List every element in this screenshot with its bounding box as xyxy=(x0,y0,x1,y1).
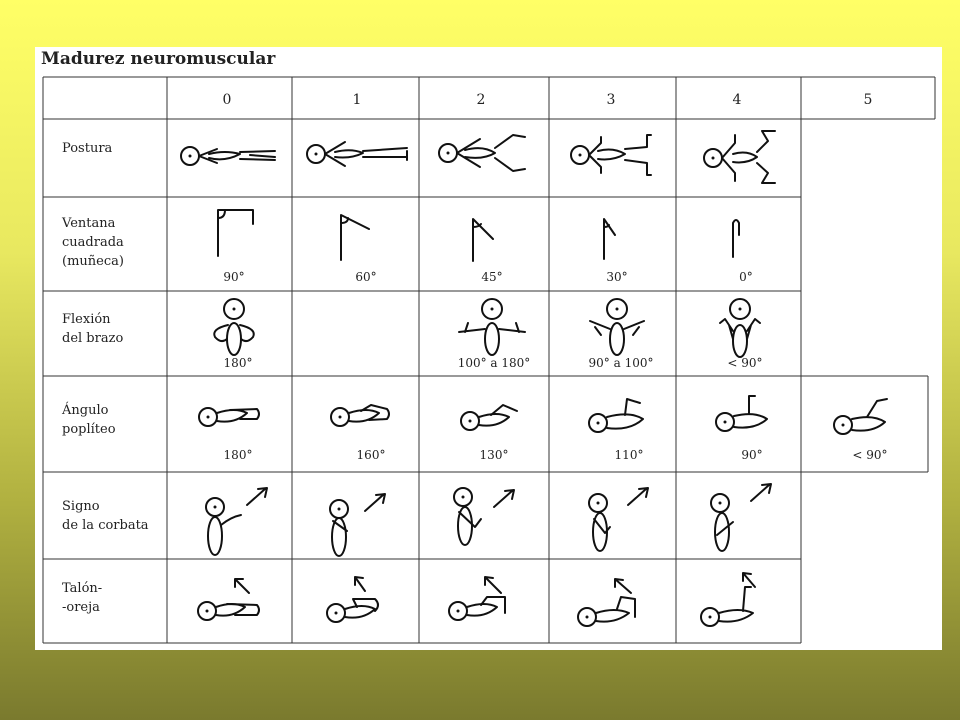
heel-to-ear-figure-3 xyxy=(578,579,635,626)
arm-flexion-figure-3 xyxy=(590,299,644,355)
square-window-figure-0 xyxy=(218,210,253,256)
neuromuscular-maturity-sheet xyxy=(35,47,942,650)
row-label-talon-1: Talón- xyxy=(62,581,103,596)
arm-flexion-angle-2: 100° a 180° xyxy=(457,356,531,370)
square-window-angle-4: 0° xyxy=(739,270,753,284)
row-label-ventana-2: cuadrada xyxy=(62,235,124,250)
row-label-signo-2: de la corbata xyxy=(62,518,149,533)
popliteal-angle-value-1: 160° xyxy=(356,448,386,462)
scarf-sign-figure-1 xyxy=(330,494,385,556)
row-label-flexion-1: Flexión xyxy=(62,312,111,327)
square-window-figure-4 xyxy=(733,220,739,257)
popliteal-angle-value-0: 180° xyxy=(223,448,253,462)
scarf-sign-figure-2 xyxy=(454,488,514,545)
maturity-table xyxy=(35,47,942,650)
popliteal-angle-figure-1 xyxy=(331,405,389,426)
arm-flexion-figure-0 xyxy=(214,299,254,355)
arm-flexion-angle-4: < 90° xyxy=(727,356,763,370)
heel-to-ear-figure-2 xyxy=(449,577,505,620)
square-window-figure-2 xyxy=(473,219,493,261)
posture-figure-0 xyxy=(181,147,275,165)
row-label-signo-1: Signo xyxy=(62,499,100,514)
popliteal-angle-value-5: < 90° xyxy=(852,448,888,462)
column-header-1: 1 xyxy=(352,92,362,108)
row-label-postura: Postura xyxy=(62,141,113,156)
scarf-sign-figure-3 xyxy=(589,488,648,551)
column-header-3: 3 xyxy=(606,92,616,108)
popliteal-angle-figure-2 xyxy=(461,405,517,430)
page-title: Madurez neuromuscular xyxy=(41,49,276,69)
posture-figure-3 xyxy=(571,135,651,175)
heel-to-ear-figure-0 xyxy=(198,579,259,620)
popliteal-angle-value-4: 90° xyxy=(741,448,763,462)
popliteal-angle-value-2: 130° xyxy=(479,448,509,462)
popliteal-angle-figure-0 xyxy=(199,408,259,426)
square-window-angle-3: 30° xyxy=(606,270,628,284)
heel-to-ear-figure-1 xyxy=(327,577,378,622)
column-header-0: 0 xyxy=(222,92,232,108)
posture-figure-1 xyxy=(307,142,407,166)
popliteal-angle-figure-5 xyxy=(834,399,887,434)
arm-flexion-angle-3: 90° a 100° xyxy=(588,356,654,370)
square-window-figure-3 xyxy=(604,219,615,259)
square-window-angle-1: 60° xyxy=(355,270,377,284)
column-header-2: 2 xyxy=(476,92,486,108)
column-header-4: 4 xyxy=(732,92,742,108)
heel-to-ear-figure-4 xyxy=(701,573,755,626)
square-window-angle-2: 45° xyxy=(481,270,503,284)
scarf-sign-figure-4 xyxy=(711,484,771,551)
arm-flexion-figure-4 xyxy=(720,299,760,357)
scarf-sign-figure-0 xyxy=(206,488,267,555)
row-label-ventana-1: Ventana xyxy=(62,216,116,231)
posture-figure-2 xyxy=(439,135,525,171)
row-label-flexion-2: del brazo xyxy=(62,331,124,346)
row-label-ventana-3: (muñeca) xyxy=(62,254,124,269)
row-label-angulo-1: Ángulo xyxy=(62,403,109,418)
arm-flexion-angle-0: 180° xyxy=(223,356,253,370)
column-header-5: 5 xyxy=(863,92,873,108)
popliteal-angle-figure-4 xyxy=(716,396,767,431)
row-label-angulo-2: poplíteo xyxy=(62,422,116,437)
arm-flexion-figure-2 xyxy=(459,299,525,355)
posture-figure-4 xyxy=(704,131,775,183)
square-window-angle-0: 90° xyxy=(223,270,245,284)
square-window-figure-1 xyxy=(341,215,369,260)
popliteal-angle-figure-3 xyxy=(589,399,643,432)
row-label-talon-2: -oreja xyxy=(62,600,100,615)
popliteal-angle-value-3: 110° xyxy=(614,448,644,462)
